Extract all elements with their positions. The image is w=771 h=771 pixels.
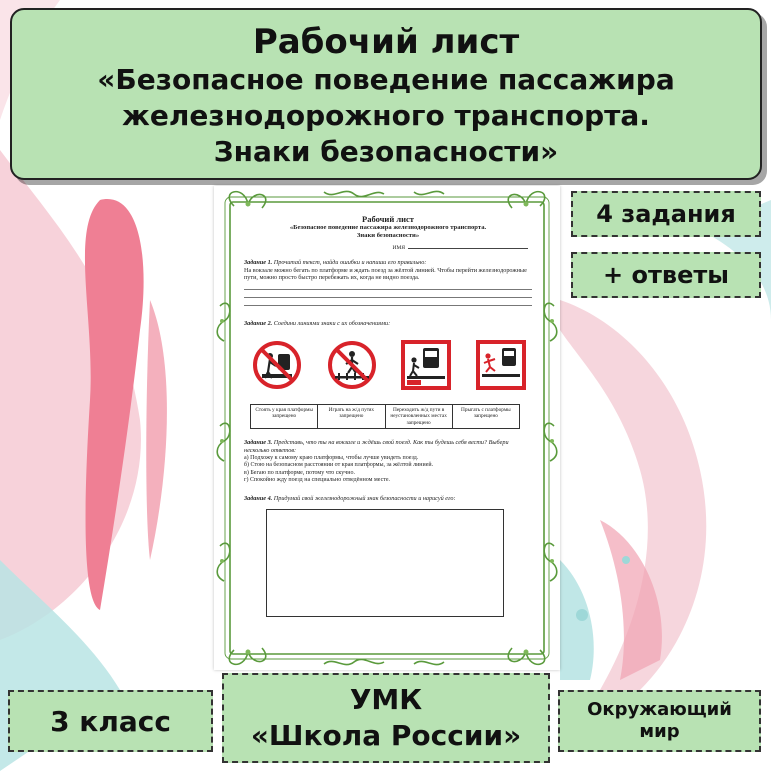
subject-line-1: Окружающий xyxy=(587,699,732,720)
tasks-count-badge: 4 задания xyxy=(571,191,761,237)
banner-title: Рабочий лист xyxy=(252,22,520,62)
task-4-label: Задание 4. xyxy=(244,494,273,502)
task-2-label: Задание 2. xyxy=(244,320,273,328)
answer-line xyxy=(244,290,532,298)
task-2 xyxy=(244,320,532,328)
umk-badge xyxy=(222,673,550,763)
task-3 xyxy=(244,439,532,455)
task-1-text: На вокзале можно бегать по платформе и ждать поезд за жёлтой линией. Чтобы перейти железнодорожные пути, можно просто быстро перебежать их, когда не видно поезда. xyxy=(244,266,527,282)
no-playing-on-tracks-sign-icon xyxy=(327,340,377,390)
worksheet-content xyxy=(244,214,532,617)
answers-badge: + ответы xyxy=(571,252,761,298)
umk-label: УМК xyxy=(349,683,423,716)
task-4-instruction: Придумай свой железнодорожный знак безопасности и нарисуй его: xyxy=(273,494,456,502)
answer-line xyxy=(244,282,532,290)
task-2-instruction: Соедини линиями знаки с их обозначениями: xyxy=(273,320,391,328)
no-crossing-tracks-sign-icon xyxy=(401,340,451,390)
name-line xyxy=(408,244,528,249)
task-3-option: в) Бегаю по платформе, потому что скучно. xyxy=(244,469,355,476)
drawing-box xyxy=(266,509,504,617)
name-field xyxy=(244,244,528,253)
name-label: ИМЯ xyxy=(392,245,405,251)
worksheet-title: Рабочий лист xyxy=(362,214,414,224)
worksheet-subtitle-line-1: «Безопасное поведение пассажира железнодорожного транспорта. xyxy=(289,224,487,231)
banner-subtitle-line-2: железнодорожного транспорта. xyxy=(122,99,650,132)
worksheet-preview xyxy=(214,186,560,670)
worksheet-subtitle-line-2: Знаки безопасности» xyxy=(356,232,420,239)
title-banner xyxy=(10,8,762,180)
sign-caption-4: Прыгать с платформы запрещено xyxy=(461,406,511,420)
grade-badge: 3 класс xyxy=(8,690,213,752)
no-standing-at-platform-edge-sign-icon xyxy=(252,340,302,390)
sign-caption-3: Переходить ж/д пути в неустановленных местах запрещено xyxy=(386,405,453,429)
task-4 xyxy=(244,495,532,503)
task-3-option: а) Подхожу к самому краю платформы, чтобы лучше увидеть поезд. xyxy=(244,455,419,462)
task-3-option: г) Спокойно жду поезд на специально отведённом месте. xyxy=(244,477,391,484)
task-1 xyxy=(244,259,532,267)
sign-caption-1: Стоять у края платформы запрещено xyxy=(251,405,318,429)
umk-name: «Школа России» xyxy=(250,719,522,752)
task-1-instruction: Прочитай текст, найди ошибки и напиши его правильно: xyxy=(273,258,427,266)
sign-caption-2: Играть на ж/д путях запрещено xyxy=(318,405,385,429)
subject-badge xyxy=(558,690,761,752)
no-jumping-from-platform-sign-icon xyxy=(476,340,526,390)
subject-line-2: мир xyxy=(639,721,680,742)
task-3-option: б) Стою на безопасном расстоянии от края платформы, за жёлтой линией. xyxy=(244,462,434,469)
banner-subtitle-line-1: «Безопасное поведение пассажира xyxy=(97,63,675,96)
safety-signs-row xyxy=(252,340,526,390)
answer-line xyxy=(244,298,532,306)
sign-captions-table xyxy=(250,404,520,430)
banner-subtitle-line-3: Знаки безопасности» xyxy=(213,135,559,168)
task-3-label: Задание 3. xyxy=(244,439,273,447)
task-1-label: Задание 1. xyxy=(244,258,273,266)
task-3-instruction: Представь, что ты на вокзале и ждёшь свой поезд. Как ты будешь себя вести? Выбери несколько ответов: xyxy=(244,439,509,455)
